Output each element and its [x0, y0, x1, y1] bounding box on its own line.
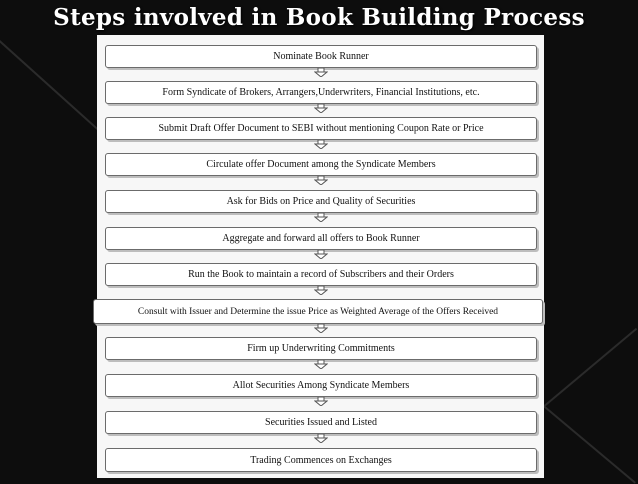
step-box-8: Consult with Issuer and Determine the issue Price as Weighted Average of the Offers Received [93, 299, 543, 324]
down-arrow-icon [314, 68, 328, 77]
down-arrow-icon [314, 176, 328, 185]
flowchart-panel [97, 35, 544, 478]
down-arrow-icon [314, 104, 328, 113]
down-arrow-icon [314, 397, 328, 406]
step-box-4: Circulate offer Document among the Syndicate Members [105, 153, 537, 176]
page-title: Steps involved in Book Building Process [53, 4, 585, 31]
background-diagonal-right-upper [544, 328, 637, 407]
step-box-11: Securities Issued and Listed [105, 411, 537, 434]
step-box-2: Form Syndicate of Brokers, Arrangers,Underwriters, Financial Institutions, etc. [105, 81, 537, 104]
step-box-10: Allot Securities Among Syndicate Members [105, 374, 537, 397]
step-box-7: Run the Book to maintain a record of Subscribers and their Orders [105, 263, 537, 286]
down-arrow-icon [314, 213, 328, 222]
down-arrow-icon [314, 140, 328, 149]
down-arrow-icon [314, 286, 328, 295]
step-box-6: Aggregate and forward all offers to Book Runner [105, 227, 537, 250]
step-box-3: Submit Draft Offer Document to SEBI without mentioning Coupon Rate or Price [105, 117, 537, 140]
down-arrow-icon [314, 250, 328, 259]
step-box-12: Trading Commences on Exchanges [105, 448, 537, 472]
step-box-9: Firm up Underwriting Commitments [105, 337, 537, 360]
step-box-5: Ask for Bids on Price and Quality of Securities [105, 190, 537, 213]
down-arrow-icon [314, 324, 328, 333]
step-box-1: Nominate Book Runner [105, 45, 537, 68]
background-diagonal-right-lower [543, 405, 636, 484]
down-arrow-icon [314, 360, 328, 369]
down-arrow-icon [314, 434, 328, 443]
